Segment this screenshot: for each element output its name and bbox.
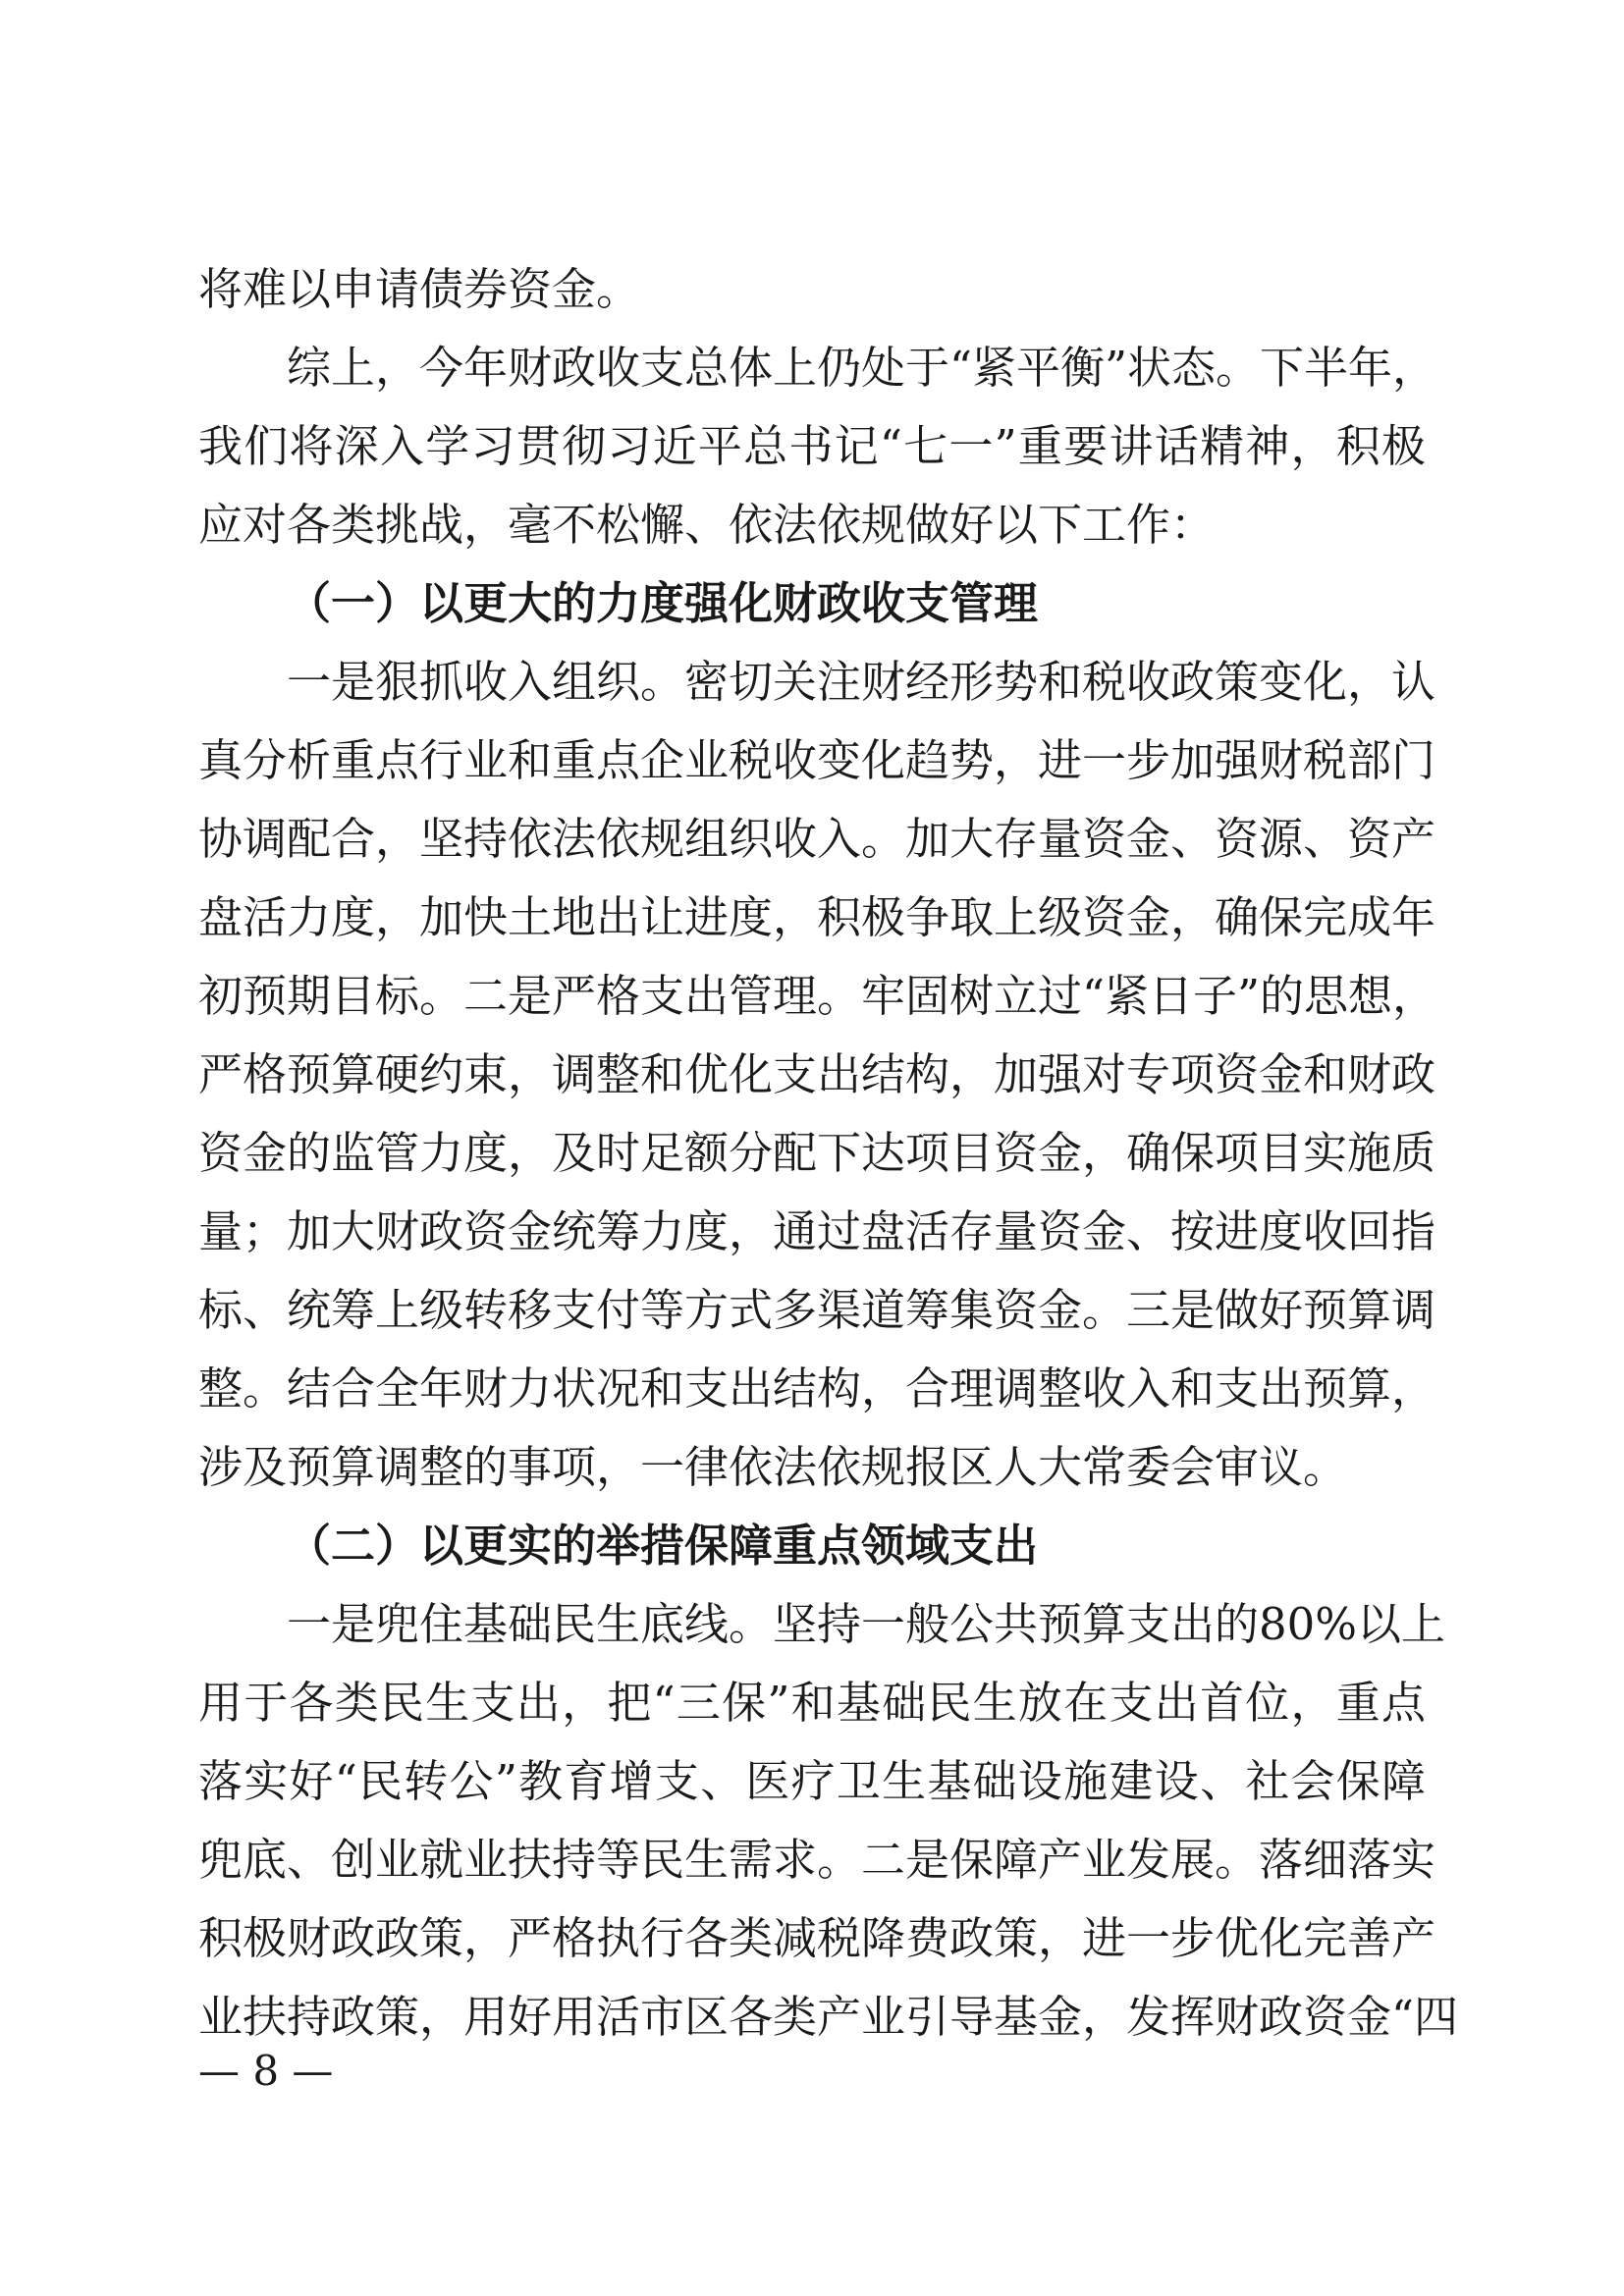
paragraph-line: 综上，今年财政收支总体上仍处于“紧平衡”状态。下半年， xyxy=(287,342,1437,394)
paragraph-line: 量；加大财政资金统筹力度，通过盘活存量资金、按进度收回指 xyxy=(198,1205,1436,1257)
paragraph-line: 落实好“民转公”教育增支、医疗卫生基础设施建设、社会保障 xyxy=(198,1755,1426,1807)
paragraph-line: 标、统筹上级转移支付等方式多渠道筹集资金。三是做好预算调 xyxy=(198,1284,1436,1336)
paragraph-line: 严格预算硬约束，调整和优化支出结构，加强对专项资金和财政 xyxy=(198,1048,1436,1100)
paragraph-line: 一是狠抓收入组织。密切关注财经形势和税收政策变化，认 xyxy=(287,656,1436,708)
paragraph-line: 一是兜住基础民生底线。坚持一般公共预算支出的80%以上 xyxy=(287,1598,1446,1650)
paragraph-line: 资金的监管力度，及时足额分配下达项目资金，确保项目实施质 xyxy=(198,1127,1436,1179)
page-number: — 8 — xyxy=(198,2047,334,2095)
paragraph-line: 积极财政政策，严格执行各类减税降费政策，进一步优化完善产 xyxy=(198,1912,1436,1964)
section-heading-2: （二）以更实的举措保障重点领域支出 xyxy=(287,1520,1039,1572)
paragraph-line: 将难以申请债券资金。 xyxy=(198,263,641,315)
paragraph-line: 整。结合全年财力状况和支出结构，合理调整收入和支出预算， xyxy=(198,1362,1436,1415)
paragraph-line: 真分析重点行业和重点企业税收变化趋势，进一步加强财税部门 xyxy=(198,734,1436,786)
paragraph-line: 涉及预算调整的事项，一律依法依规报区人大常委会审议。 xyxy=(198,1441,1348,1493)
section-heading-1: （一）以更大的力度强化财政收支管理 xyxy=(287,577,1039,629)
paragraph-line: 初预期目标。二是严格支出管理。牢固树立过“紧日子”的思想， xyxy=(198,970,1437,1022)
paragraph-line: 应对各类挑战，毫不松懈、依法依规做好以下工作： xyxy=(198,499,1216,551)
paragraph-line: 业扶持政策，用好用活市区各类产业引导基金，发挥财政资金“四 xyxy=(198,1991,1459,2043)
document-body xyxy=(198,250,1459,2056)
paragraph-line: 用于各类民生支出，把“三保”和基础民生放在支出首位，重点 xyxy=(198,1677,1426,1729)
paragraph-line: 我们将深入学习贯彻习近平总书记“七一”重要讲话精神，积极 xyxy=(198,420,1426,472)
paragraph-line: 盘活力度，加快土地出让进度，积极争取上级资金，确保完成年 xyxy=(198,891,1436,943)
paragraph-line: 兜底、创业就业扶持等民生需求。二是保障产业发展。落细落实 xyxy=(198,1834,1436,1886)
paragraph-line: 协调配合，坚持依法依规组织收入。加大存量资金、资源、资产 xyxy=(198,813,1436,865)
